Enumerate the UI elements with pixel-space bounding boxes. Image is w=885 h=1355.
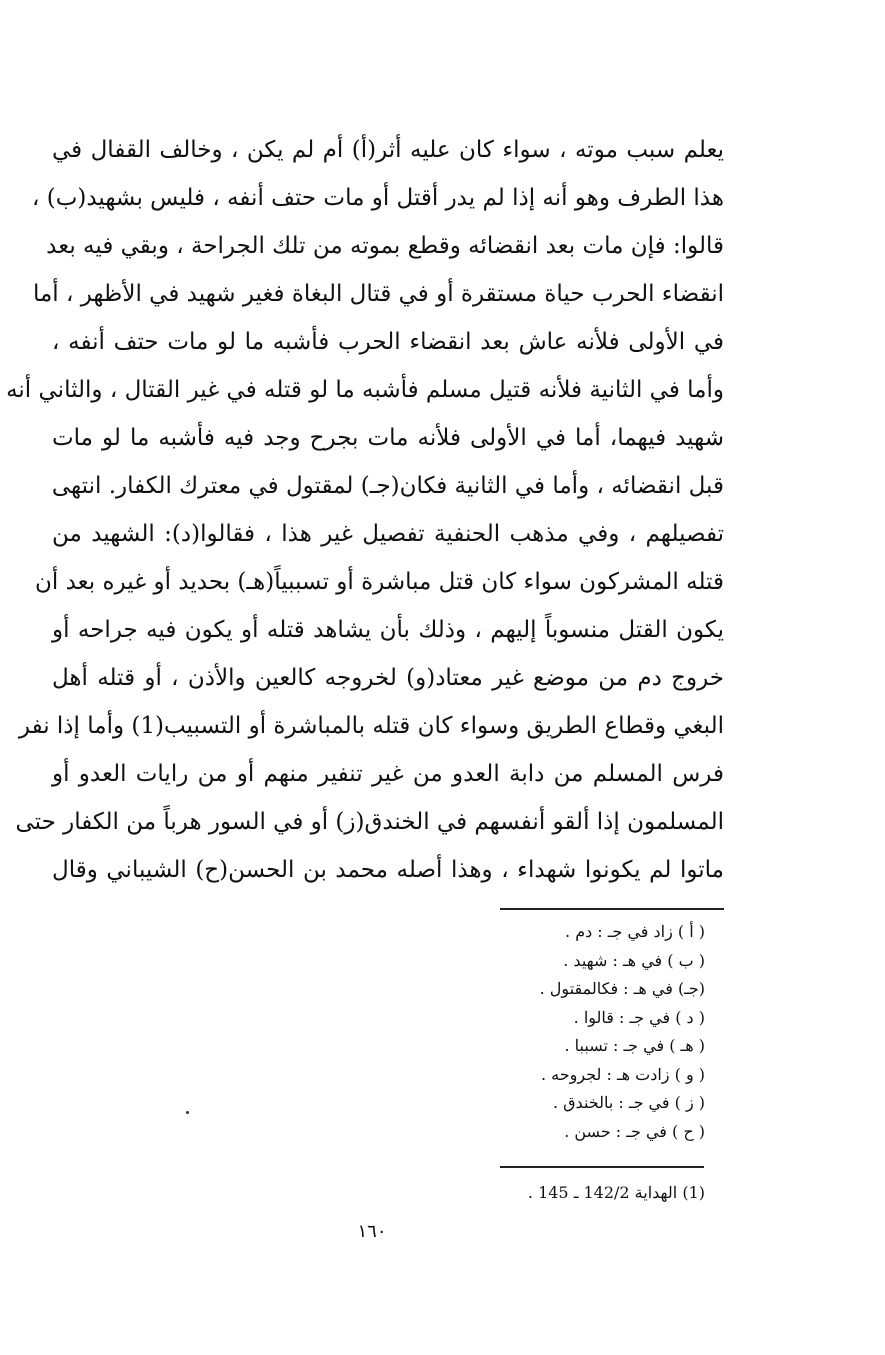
footnote: ( أ ) زاد في جـ : دم . xyxy=(565,922,705,941)
footnote: ( ح ) في جـ : حسن . xyxy=(564,1121,705,1141)
text-line: البغي وقطاع الطريق وسواء كان قتله بالمباشرة أو التسبيب(1) وأما إذا نفر xyxy=(18,713,724,739)
text-line: وأما في الثانية فلأنه قتيل مسلم فأشبه ما لو قتله في غير القتال ، والثاني أنه xyxy=(6,377,724,403)
text-line: خروج دم من موضع غير معتاد(و) لخروجه كالعين والأذن ، أو قتله أهل xyxy=(52,665,724,691)
text-line: هذا الطرف وهو أنه إذا لم يدر أقتل أو مات حتف أنفه ، فليس بشهيد(ب) ، xyxy=(31,185,724,211)
text-line: قبل انقضائه ، وأما في الثانية فكان(جـ) لمقتول في معترك الكفار. انتهى xyxy=(51,473,724,499)
footnote: ( ز ) في جـ : بالخندق . xyxy=(552,1093,705,1112)
footnote: ( د ) في جـ : قالوا . xyxy=(573,1007,705,1027)
footnote: ( و ) زادت هـ : لجروحه . xyxy=(541,1064,705,1084)
reference-footnotes xyxy=(345,1178,705,1208)
text-line: يكون القتل منسوباً إليهم ، وذلك بأن يشاهد قتله أو يكون فيه جراحه أو xyxy=(52,617,724,643)
text-line: في الأولى فلأنه عاش بعد انقضاء الحرب فأشبه ما لو مات حتف أنفه ، xyxy=(52,329,724,355)
footnote-separator xyxy=(500,908,724,910)
text-line: قتله المشركون سواء كان قتل مباشرة أو تسببياً(هـ) بحديد أو غيره بعد أن xyxy=(35,569,724,595)
text-line: ماتوا لم يكونوا شهداء ، وهذا أصله محمد بن الحسن(ح) الشيباني وقال xyxy=(52,857,724,883)
text-line: فرس المسلم من دابة العدو من غير تنفير منهم أو من رايات العدو أو xyxy=(52,761,724,787)
scan-speck xyxy=(186,1111,189,1114)
variant-footnotes xyxy=(385,918,705,1146)
text-line: قالوا: فإن مات بعد انقضائه وقطع بموته من تلك الجراحة ، وبقي فيه بعد xyxy=(46,233,724,259)
text-line: يعلم سبب موته ، سواء كان عليه أثر(أ) أم لم يكن ، وخالف القفال في xyxy=(52,137,724,163)
reference-separator xyxy=(500,1166,704,1168)
footnote: ( ب ) في هـ : شهيد . xyxy=(563,950,705,970)
page-number: ١٦٠ xyxy=(357,1221,387,1242)
main-text xyxy=(6,126,724,894)
reference-footnote: (1) الهداية 142/2 ـ 145 . xyxy=(527,1183,705,1202)
text-line: شهيد فيهما، أما في الأولى فلأنه مات بجرح وجد فيه فأشبه ما لو مات xyxy=(52,425,724,451)
text-line: تفصيلهم ، وفي مذهب الحنفية تفصيل غير هذا ، فقالوا(د): الشهيد من xyxy=(52,521,724,547)
text-line: انقضاء الحرب حياة مستقرة أو في قتال البغاة فغير شهيد في الأظهر ، أما xyxy=(32,281,724,307)
footnote: (جـ) في هـ : فكالمقتول . xyxy=(539,979,705,998)
text-line: المسلمون إذا ألقو أنفسهم في الخندق(ز) أو في السور هرباً من الكفار حتى xyxy=(15,809,724,835)
footnote: ( هـ ) في جـ : تسببا . xyxy=(564,1036,705,1055)
